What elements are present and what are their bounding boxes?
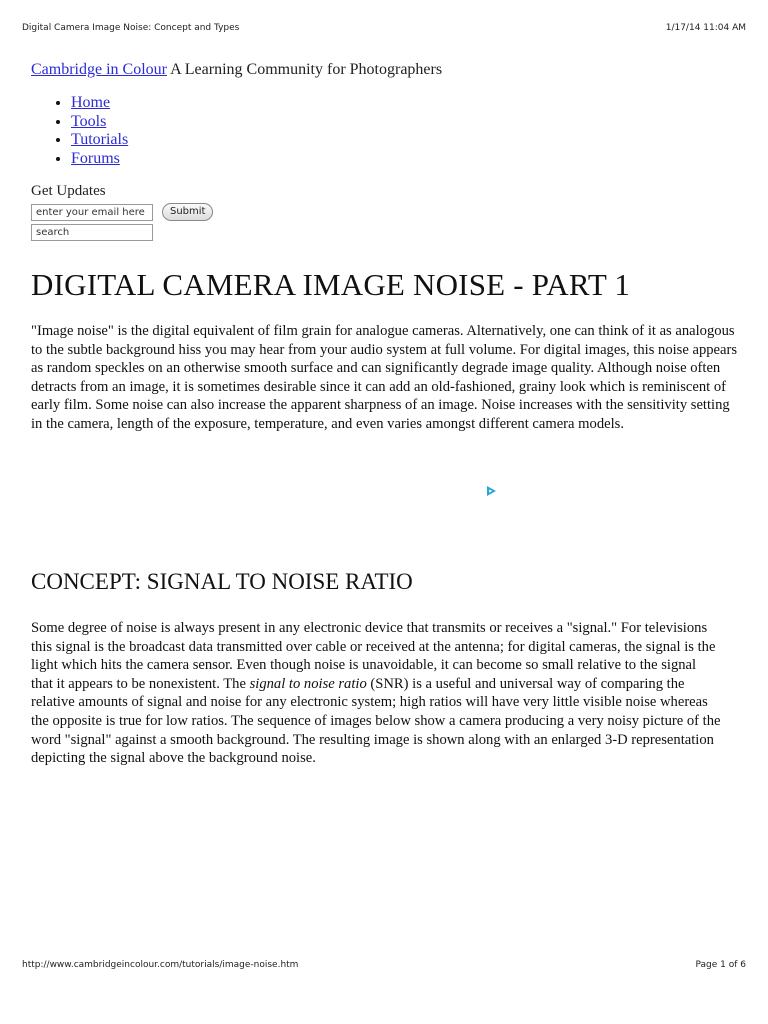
snr-term: signal to noise ratio (249, 675, 367, 692)
submit-button[interactable]: Submit (162, 203, 213, 221)
print-header-datetime: 1/17/14 11:04 AM (665, 23, 746, 33)
page-content (31, 61, 741, 434)
nav-item-forums (71, 150, 741, 169)
nav-link-tutorials[interactable]: Tutorials (71, 131, 129, 148)
updates-form (31, 203, 741, 221)
updates-label: Get Updates (31, 183, 106, 199)
print-header-title: Digital Camera Image Noise: Concept and Types (22, 23, 240, 33)
print-header (22, 23, 746, 33)
search-input[interactable]: search (31, 224, 153, 241)
nav-item-tools (71, 113, 741, 132)
section-text-b: (SNR) is a useful and universal way of comparing the relative amounts of signal and noise for any electronic system; high ratios will have very little visible noise whereas the opposite is true for low ratios. The sequence of images below show a camera producing a very noisy picture of the word "signal" against a smooth background. The resulting image is shown along with an enlarged 3-D representation depicting the signal above the background noise. (31, 675, 721, 767)
site-name-link[interactable]: Cambridge in Colour (31, 61, 167, 78)
article-intro: "Image noise" is the digital equivalent of film grain for analogue cameras. Alternatively, one can think of it as analogous to the subtle background hiss you may hear from your audio system at full volume. For digital images, this noise appears as random speckles on an otherwise smooth surface and can significantly degrade image quality. Although noise often detracts from an image, it is sometimes desirable since it can add an old-fashioned, grainy look which is reminiscent of early film. Some noise can also increase the apparent sharpness of an image. Noise increases with the sensitivity setting in the camera, length of the exposure, temperature, and even varies amongst different camera models. (31, 323, 738, 432)
site-header (31, 61, 741, 79)
print-footer (22, 960, 746, 970)
email-input[interactable]: enter your email here (31, 204, 153, 221)
search-form (31, 224, 741, 241)
nav-link-tools[interactable]: Tools (71, 112, 107, 130)
adchoices-triangle-icon[interactable] (484, 484, 498, 498)
main-nav (31, 94, 741, 168)
print-footer-page: Page 1 of 6 (695, 960, 746, 970)
nav-item-home (71, 94, 741, 113)
print-footer-url: http://www.cambridgeincolour.com/tutorials/image-noise.htm (22, 960, 299, 970)
site-tagline: A Learning Community for Photographers (170, 61, 443, 78)
nav-link-forums[interactable]: Forums (71, 149, 120, 167)
section-paragraph (31, 619, 721, 768)
article-title: DIGITAL CAMERA IMAGE NOISE - PART 1 (31, 267, 631, 302)
nav-item-tutorials (71, 131, 741, 150)
nav-link-home[interactable]: Home (71, 94, 111, 111)
section-text-a: Some degree of noise is always present in any electronic device that transmits or receives a "signal." For televisions this signal is the broadcast data transmitted over cable or received at the antenna; for digital cameras, the signal is the light which hits the camera sensor. Even though noise is unavoidable, it can become so small relative to the signal that it appears to be nonexistent. The (31, 620, 716, 692)
section-title: CONCEPT: SIGNAL TO NOISE RATIO (31, 569, 413, 594)
